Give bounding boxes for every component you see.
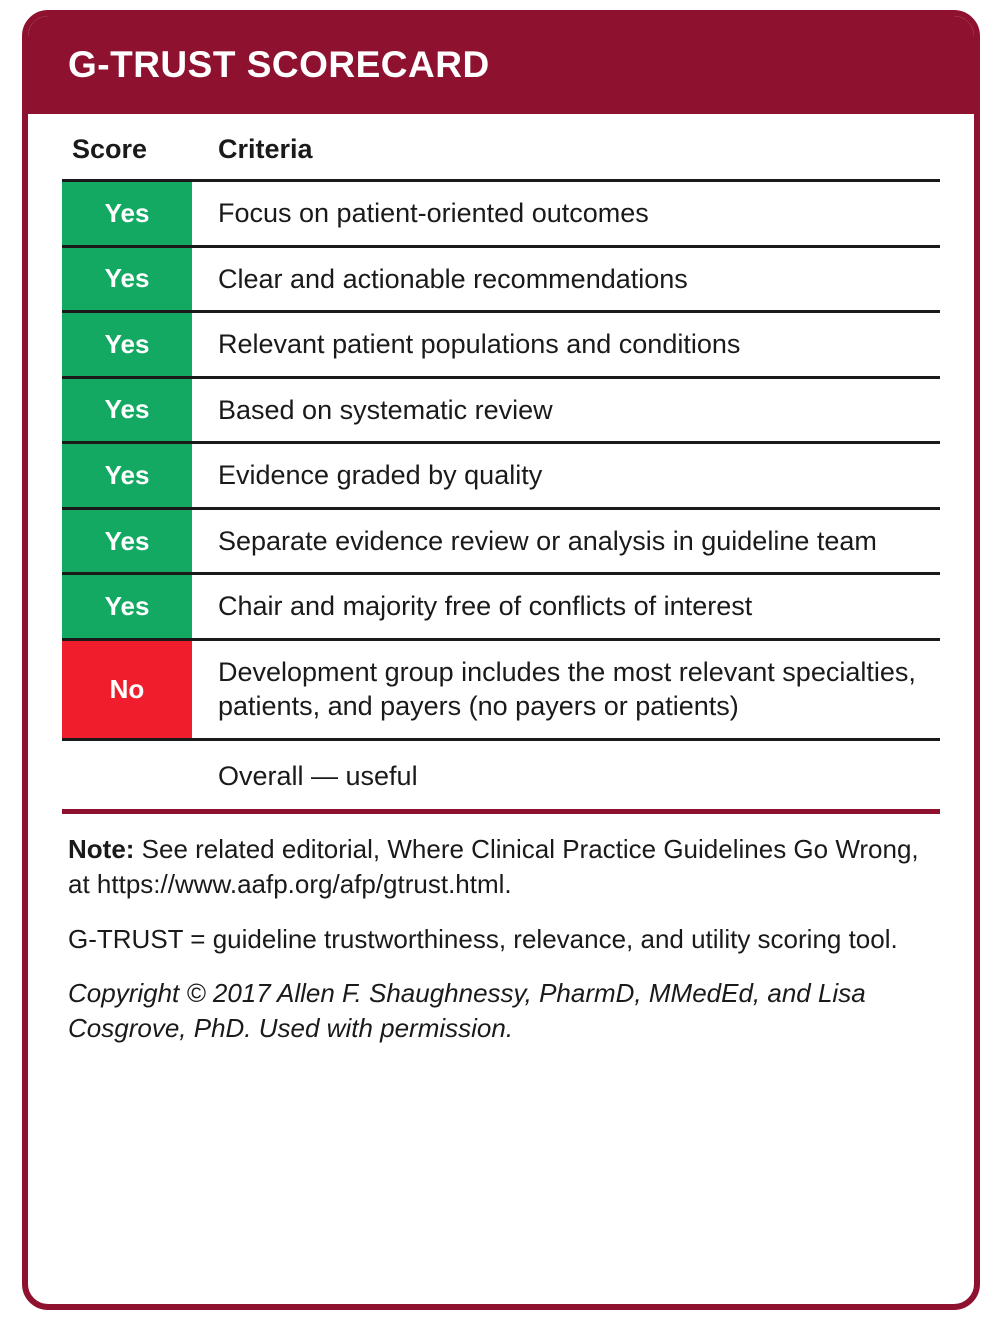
table-header (62, 128, 940, 181)
table-row (62, 574, 940, 640)
table-row (62, 246, 940, 312)
status-badge: Yes (62, 508, 192, 574)
table-row (62, 508, 940, 574)
criteria-text: Development group includes the most relevant specialties, patients, and payers (no payers or patients) (192, 639, 940, 739)
column-header-score: Score (72, 134, 148, 164)
status-badge: No (62, 639, 192, 739)
notes-section (62, 814, 940, 1045)
status-badge-empty (62, 739, 192, 809)
status-badge: Yes (62, 574, 192, 640)
column-header-criteria: Criteria (218, 134, 313, 164)
page-title: G-TRUST SCORECARD (68, 44, 490, 85)
status-badge: Yes (62, 246, 192, 312)
status-badge: Yes (62, 377, 192, 443)
table-row (62, 312, 940, 378)
status-badge: Yes (62, 443, 192, 509)
card-header (28, 16, 974, 114)
note-line (68, 832, 934, 901)
copyright-line: Copyright © 2017 Allen F. Shaughnessy, PharmD, MMedEd, and Lisa Cosgrove, PhD. Used with permission. (68, 978, 866, 1043)
criteria-text: Evidence graded by quality (192, 443, 940, 509)
status-badge: Yes (62, 181, 192, 247)
note-label: Note: (68, 834, 135, 865)
overall-text: Overall — useful (192, 739, 940, 809)
criteria-text: Focus on patient-oriented outcomes (192, 181, 940, 247)
card-body (28, 128, 974, 1045)
criteria-text: Separate evidence review or analysis in guideline team (192, 508, 940, 574)
status-badge: Yes (62, 312, 192, 378)
table-row (62, 377, 940, 443)
scorecard-card (22, 10, 980, 1310)
criteria-text: Relevant patient populations and conditions (192, 312, 940, 378)
table-row (62, 443, 940, 509)
table-body (62, 181, 940, 810)
note-text: See related editorial, Where Clinical Practice Guidelines Go Wrong, at https://www.aafp.org/afp/gtrust.html. (68, 834, 919, 900)
abbreviation-line: G-TRUST = guideline trustworthiness, relevance, and utility scoring tool. (68, 923, 898, 954)
table-header-row (62, 128, 940, 181)
criteria-text: Based on systematic review (192, 377, 940, 443)
criteria-text: Clear and actionable recommendations (192, 246, 940, 312)
table-row (62, 639, 940, 739)
scorecard-table (62, 128, 940, 809)
table-row (62, 181, 940, 247)
table-row-overall (62, 739, 940, 809)
criteria-text: Chair and majority free of conflicts of interest (192, 574, 940, 640)
